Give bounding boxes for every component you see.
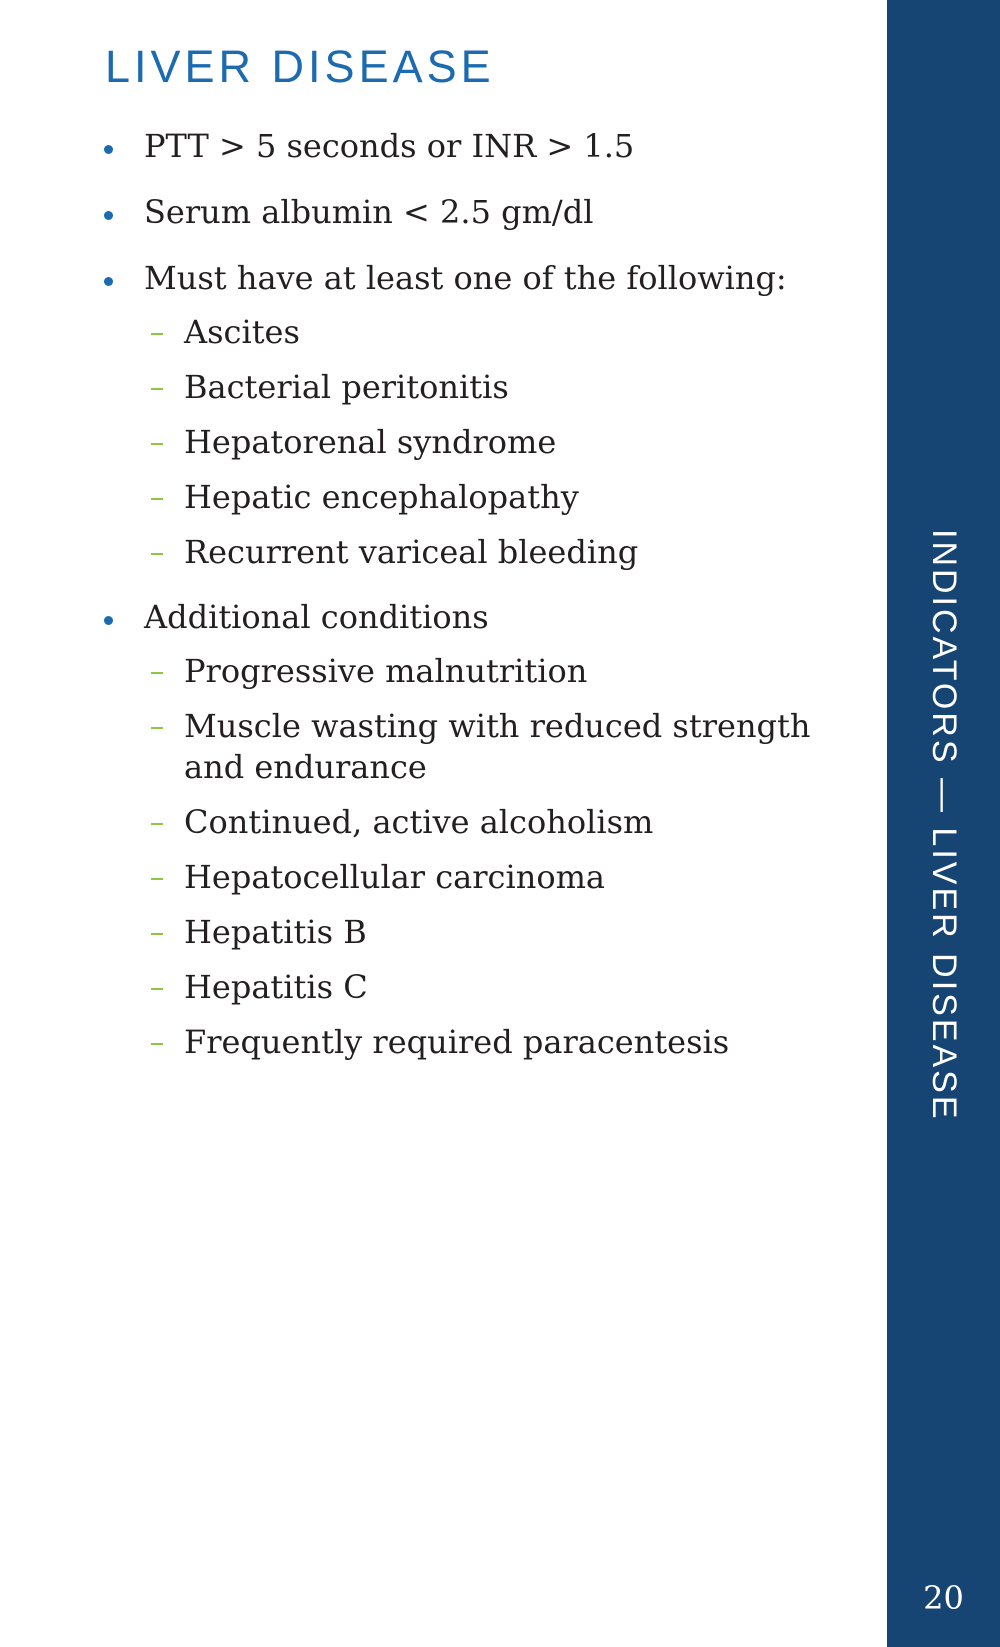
criterion-label: Additional conditions — [144, 598, 489, 636]
subitem — [144, 367, 870, 408]
subitem-label: Muscle wasting with reduced strength and endurance — [184, 707, 811, 786]
subitem-label: Hepatitis C — [184, 968, 368, 1006]
bullet-icon — [104, 277, 113, 286]
subitem-label: Hepatocellular carcinoma — [184, 858, 605, 896]
bullet-icon — [104, 616, 113, 625]
page-number: 20 — [923, 1579, 964, 1617]
dash-icon — [151, 727, 163, 729]
dash-icon — [151, 443, 163, 445]
subitem — [144, 1022, 870, 1063]
subitem — [144, 532, 870, 573]
criterion-label: Must have at least one of the following: — [144, 259, 787, 297]
subitem-label: Hepatorenal syndrome — [184, 423, 557, 461]
dash-icon — [151, 1043, 163, 1045]
subitem-label: Progressive malnutrition — [184, 652, 588, 690]
criteria-list — [100, 124, 870, 1085]
subitem-label: Recurrent variceal bleeding — [184, 533, 639, 571]
dash-icon — [151, 388, 163, 390]
dash-icon — [151, 333, 163, 335]
subitem — [144, 477, 870, 518]
subitem — [144, 312, 870, 353]
subitem — [144, 967, 870, 1008]
criterion-item — [100, 595, 870, 1063]
criterion-label: PTT > 5 seconds or INR > 1.5 — [144, 127, 635, 165]
subitem — [144, 422, 870, 463]
section-tab-label: INDICATORS — LIVER DISEASE — [925, 528, 963, 1122]
subitem-label: Hepatitis B — [184, 913, 367, 951]
subitem — [144, 651, 870, 692]
subitem — [144, 802, 870, 843]
subitem-label: Bacterial peritonitis — [184, 368, 509, 406]
bullet-icon — [104, 211, 113, 220]
criterion-item — [100, 256, 870, 573]
subitem — [144, 912, 870, 953]
subitem-label: Frequently required paracentesis — [184, 1023, 730, 1061]
bullet-icon — [104, 145, 113, 154]
subitem — [144, 857, 870, 898]
page-title: LIVER DISEASE — [105, 41, 495, 92]
dash-icon — [151, 498, 163, 500]
subitem-label: Hepatic encephalopathy — [184, 478, 579, 516]
section-tab — [887, 530, 1000, 1120]
dash-icon — [151, 823, 163, 825]
dash-icon — [151, 933, 163, 935]
dash-icon — [151, 988, 163, 990]
criterion-item — [100, 124, 870, 168]
section-sidebar — [887, 0, 1000, 1647]
criterion-sublist — [144, 651, 870, 1063]
subitem — [144, 706, 870, 788]
dash-icon — [151, 672, 163, 674]
dash-icon — [151, 553, 163, 555]
criterion-label: Serum albumin < 2.5 gm/dl — [144, 193, 594, 231]
criterion-sublist — [144, 312, 870, 573]
dash-icon — [151, 878, 163, 880]
subitem-label: Ascites — [184, 313, 300, 351]
subitem-label: Continued, active alcoholism — [184, 803, 654, 841]
criterion-item — [100, 190, 870, 234]
